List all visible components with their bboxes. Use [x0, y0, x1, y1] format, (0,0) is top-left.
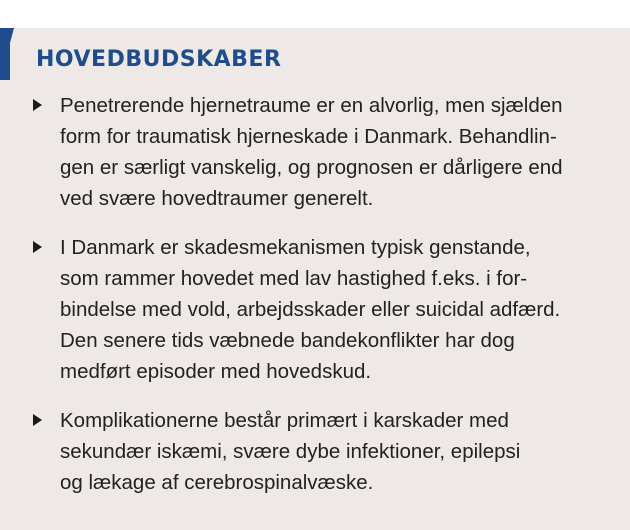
bullet-line: gen er særligt vanskelig, og prognosen er dårligere end	[60, 156, 563, 179]
bullet-item-3	[30, 405, 610, 498]
bullet-line: som rammer hovedet med lav hastighed f.eks. i for-	[60, 267, 528, 290]
box-heading: HOVEDBUDSKABER	[36, 47, 282, 72]
bullet-line: Penetrerende hjernetraume er en alvorlig, men sjælden	[60, 94, 563, 117]
triangle-right-icon	[33, 99, 42, 111]
bullet-line: I Danmark er skadesmekanismen typisk genstande,	[60, 236, 531, 259]
bullet-line: og lækage af cerebrospinalvæske.	[60, 471, 374, 494]
accent-tab-slant	[0, 28, 14, 80]
bullet-line: Den senere tids væbnede bandekonflikter har dog	[60, 329, 515, 352]
bullet-line: bindelse med vold, arbejdsskader eller suicidal adfærd.	[60, 298, 561, 321]
bullet-line: form for traumatisk hjerneskade i Danmark. Behandlin-	[60, 125, 557, 148]
bullet-line: Komplikationerne består primært i karskader med	[60, 409, 509, 432]
key-messages-list	[30, 90, 610, 516]
bullet-item-1	[30, 90, 610, 214]
bullet-line: medført episoder med hovedskud.	[60, 360, 372, 383]
bullet-line: sekundær iskæmi, svære dybe infektioner, epilepsi	[60, 440, 521, 463]
triangle-right-icon	[33, 241, 42, 253]
bullet-item-2	[30, 232, 610, 387]
bullet-line: ved svære hovedtraumer generelt.	[60, 187, 374, 210]
triangle-right-icon	[33, 414, 42, 426]
